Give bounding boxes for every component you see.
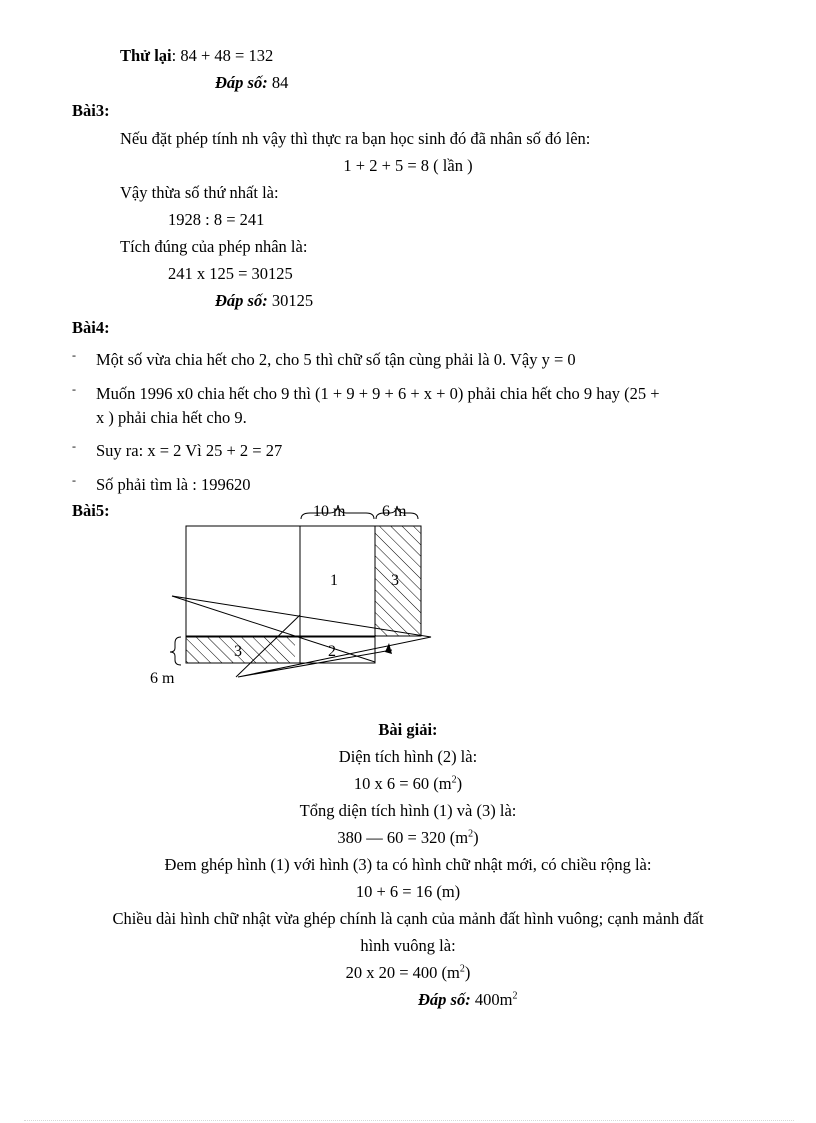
solution-title: Bài giải: [378, 720, 438, 739]
expr: 380 — 60 = 320 (m [337, 828, 469, 847]
solution-line-6: 10 + 6 = 16 (m) [355, 882, 461, 901]
superscript: 2 [451, 774, 457, 786]
bai3-line4: 1928 : 8 = 241 [168, 210, 265, 229]
superscript: 2 [459, 963, 465, 975]
label-6m-top: 6 m [382, 503, 407, 520]
region-3-right-label: 3 [391, 572, 399, 589]
solution-line-7: Chiều dài hình chữ nhật vừa ghép chính là cạnh của mảnh đất hình vuông; cạnh mảnh đất [112, 909, 704, 928]
bullet-marker: - [72, 473, 76, 487]
bullet-marker: - [72, 439, 76, 453]
bai3-title: Bài3: [72, 101, 110, 120]
bullet-marker: - [72, 348, 76, 362]
expr-end: ) [464, 963, 471, 982]
region-2-label: 2 [328, 643, 336, 660]
bai3-line5: Tích đúng của phép nhân là: [120, 237, 308, 256]
region-1-label: 1 [330, 572, 338, 589]
bai4-item-2: Muốn 1996 x0 chia hết cho 9 thì (1 + 9 + 9 + 6 + x + 0) phải chia hết cho 9 hay (25 + [96, 384, 660, 403]
solution-line-3: Tổng diện tích hình (1) và (3) là: [299, 801, 517, 820]
solution-line-4 [0, 828, 816, 848]
bai4-item-2-cont: x ) phải chia hết cho 9. [96, 408, 247, 427]
solution-line-2 [0, 774, 816, 794]
superscript: 2 [468, 828, 474, 840]
bai5-title: Bài5: [72, 501, 110, 520]
answer-label: Đáp số: [215, 73, 268, 92]
brace-6m-left [170, 637, 181, 665]
bai4-title: Bài4: [72, 318, 110, 337]
answer-value: 84 [267, 73, 289, 92]
bai4-item-1: Một số vừa chia hết cho 2, cho 5 thì chữ số tận cùng phải là 0. Vậy y = 0 [96, 350, 576, 369]
arrow-head [385, 643, 392, 654]
solution-answer [418, 990, 517, 1010]
check-label: Thử lại [120, 46, 172, 65]
bai3-line3: Vậy thừa số thứ nhất là: [120, 183, 279, 202]
label-10m: 10 m [313, 503, 346, 520]
solution-line-5: Đem ghép hình (1) với hình (3) ta có hình chữ nhật mới, có chiều rộng là: [164, 855, 652, 874]
expr: 20 x 20 = 400 (m [345, 963, 460, 982]
expr-end: ) [456, 774, 463, 793]
answer-value: 400m [470, 990, 513, 1009]
bai4-item-4: Số phải tìm là : 199620 [96, 475, 251, 494]
answer-value: 30125 [267, 291, 314, 310]
bai3-line1: Nếu đặt phép tính nh vậy thì thực ra bạn học sinh đó đã nhân số đó lên: [120, 129, 591, 148]
check-expr: : 84 + 48 = 132 [171, 46, 274, 65]
label-6m-left: 6 m [150, 670, 175, 687]
bai3-line6: 241 x 125 = 30125 [168, 264, 293, 283]
superscript: 2 [512, 990, 518, 1002]
solution-line-9 [0, 963, 816, 983]
expr: 10 x 6 = 60 (m [353, 774, 452, 793]
bai3-line2: 1 + 2 + 5 = 8 ( lần ) [343, 156, 473, 175]
region-3-bottom-label: 3 [234, 643, 242, 660]
solution-line-1: Diện tích hình (2) là: [338, 747, 478, 766]
page-bottom-rule [24, 1120, 794, 1121]
bai4-item-3: Suy ra: x = 2 Vì 25 + 2 = 27 [96, 441, 283, 460]
solution-line-8: hình vuông là: [360, 936, 456, 955]
bullet-marker: - [72, 382, 76, 396]
answer-label: Đáp số: [215, 291, 268, 310]
expr-end: ) [473, 828, 479, 847]
answer-label: Đáp số: [418, 990, 471, 1009]
